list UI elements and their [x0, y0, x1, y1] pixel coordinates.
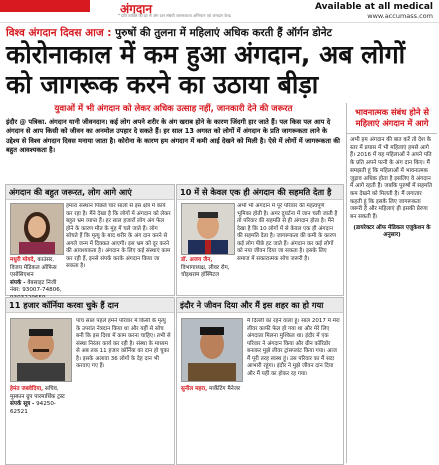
kicker-text: पुरुषों की तुलना में महिलाएं अधिक करती हैं ऑर्गन डोनेट: [115, 27, 332, 39]
masthead-strip: [0, 0, 439, 23]
intro-text: अंगदान यानी जीवनदान। कई लोग अपने शरीर के अंग खराब होने के कारण जिंदगी हार जाते हैं। पल किस पल आप दे अंगदान से आप किसी को जीवन का अनमोल उपहार दे सकते हैं। हर साल 13 अगस्त को लोगों में अंगदान के प्रति जागरूकता लाने के उद्देश्य से विश्व अंगदान दिवस मनाया जाता है। कोरोना के कारण हम अंगदान में कमी आई देखने को मिली है। ऐसे में लोगों में जागरूकता की बहुत आवश्यकता है।: [6, 118, 341, 155]
availability-text: Available at all medical: [315, 2, 433, 12]
card-title: 10 में से केवल एक ही अंगदान की सहमति देता है: [177, 185, 343, 200]
masthead-note: * प्रति व्यक्ति की दर से अंग दान संबंधी जागरूकता अभियान एवं अंगदान केन्द्र: [118, 13, 231, 18]
card-cornea-donation: [5, 297, 175, 465]
headline: कोरोनाकाल में कम हुआ अंगदान, अब लोगों को जागरूक करने का उठाया बीड़ा: [6, 40, 406, 99]
card-title: अंगदान की बहुत जरूरत, लोग आगे आएं: [6, 185, 174, 200]
person-name: डॉ. अजय जैन,: [181, 257, 213, 263]
sidebar-heading: भावनात्मक संबंध होने से महिलाएं अंगदान में आगे: [347, 103, 437, 134]
sidebar-credit: (डायरेक्टर ऑफ मेडिकल एजुकेशन के अनुसार): [353, 224, 431, 239]
portrait-photo: [10, 203, 64, 255]
card-title: 11 हजार कॉर्निया करवा चुके हैं दान: [6, 298, 174, 313]
person-caption: [10, 257, 64, 303]
card-consent-ratio: [176, 184, 344, 296]
masthead-logo: अंगदान: [120, 2, 153, 16]
contact-text: वेबसाइट निजी नंबर: 93007-74806,: [10, 279, 62, 294]
card-body: अभी भी अंगदान में पूरे परिवार की महत्वपूर्ण भूमिका होती है। अगर दुघर्टना में जान चली जाती है तो परिवार की सहमति से ही अंगदान होता है। मैंने देखा है कि 10 लोगों में से केवल एक ही अंगदान की सहमति देता है। जागरूकता की कमी के कारण कई लोग पीछे हट जाते हैं। अंगदान कर कई लोगों को नया जीवन दिया जा सकता है। इसके लिए समाज में सकारात्मक सोच जरूरी है।: [237, 203, 338, 262]
portrait-photo: [10, 318, 72, 382]
person-name: मधुरी मोयदे,: [10, 257, 36, 263]
sidebar-body: अभी हम अंगदान की बात करें तो देश के स्तर में प्रयास में भी महिलाएं हमसे आगे हैं। 2016 में यह महिलाओं ने अपने पति के प्रति अपने पत्नी के अंग दान किए। मैं समझती हूं कि महिलाओं में भावनात्मक जुड़ाव अधिक होता है इसलिए वे अंगदान में आगे रहती हैं। जबकि पुरुषों में सहमति कम देखने को मिलती है। मैं लगातार कहती हूं कि इसके लिए जागरूकता जरूरी है और महिलाएं ही इसकी प्रेरणा बन सकती हैं।: [350, 137, 433, 221]
person-name: हेमंत जबवेदिया,: [10, 386, 44, 392]
card-body: हमारा संस्थान पिछले चार सालों से इस क्षेत्र में कार्य कर रहा है। मैंने देखा है कि लोगों में अंगदान को लेकर बहुत भ्रम व्याप्त हैं। हर साल हजारों लोग अंग फेल होने के कारण मौत के मुंह में चले जाते हैं। लोग सोचते हैं कि मृत्यु के बाद शरीर के अंग दान करने से अगले जन्म में दिक्कत आएगी। इस भ्रम को दूर करने की आवश्यकता है। अंगदान के लिए कई संस्थाएं काम कर रही हैं, इनसे संपर्क करके अंगदान किया जा सकता है।: [66, 203, 171, 269]
website-text: www.accumass.com: [367, 12, 433, 20]
person-role: काउंसर, विजय मेडिकल ऑफिस एसोसिएशन: [10, 257, 57, 279]
card-donation-need: [5, 184, 175, 296]
contact-label: संपर्क -: [10, 279, 26, 286]
person-role: सचिव, मुस्कान ग्रुप पारमार्थिक ट्रस्ट: [10, 386, 65, 400]
person-caption: [181, 257, 235, 280]
portrait-photo: [181, 203, 235, 255]
kicker-line: [6, 26, 346, 40]
masthead-red-bar: [0, 0, 90, 12]
intro-paragraph: [6, 118, 341, 156]
card-title: इंदौर ने जीवन दिया और मैं इस शहर का हो गया: [177, 298, 343, 313]
sidebar-column: [346, 103, 437, 463]
person-role: मार्केटिंग मैनेजर: [209, 386, 241, 392]
person-role: विभागाध्यक्ष, लीवर रोग, चोइथराम हॉस्पिटल: [181, 264, 230, 279]
person-name: सुनील महरा,: [181, 386, 208, 392]
card-body: मैं दिल्ली का रहने वाला हूं। साल 2017 में मेरा लीवर काफी फेल हो गया था और मेरे लिए अंगदाता मिलना मुश्किल था। इंदौर में एक परिवार ने अंगदान किया और ग्रीन कॉरिडोर बनाकर मुझे लीवर ट्रांसप्लांट किया गया। आज मैं पूरी तरह स्वस्थ हूं। उस परिवार का मैं सदा आभारी रहूंगा। इंदौर ने मुझे जीवन दान दिया और मैं यहीं का होकर रह गया।: [247, 318, 340, 377]
card-body: पांच साल पहले हमने परिवार में किसी के मृत्यु के उपरांत नेत्रदान किया था और यहीं से सोच बनी कि इस दिशा में काम करना चाहिए। तभी से संस्था निरंतर कार्य कर रही है। संस्था के माध्यम से अब तक 11 हजार कॉर्निया का दान हो चुका है। इसके अलावा 36 लोगों के देह दान भी करवाए गए हैं।: [76, 318, 171, 369]
contact-text: 94250-62521: [10, 401, 56, 415]
portrait-photo: [181, 318, 243, 382]
person-caption: [181, 386, 243, 394]
person-caption: [10, 386, 72, 416]
dateline: इंदौर @ पत्रिका.: [6, 118, 47, 126]
contact-label: संपर्क सूत्र -: [10, 401, 35, 408]
strapline: युवाओं में भी अंगदान को लेकर अधिक उत्साह नहीं, जानकारी देने की जरूरत: [54, 104, 293, 114]
kicker-tag: विश्व अंगदान दिवस आज :: [6, 27, 112, 39]
card-indore-life: [176, 297, 344, 465]
